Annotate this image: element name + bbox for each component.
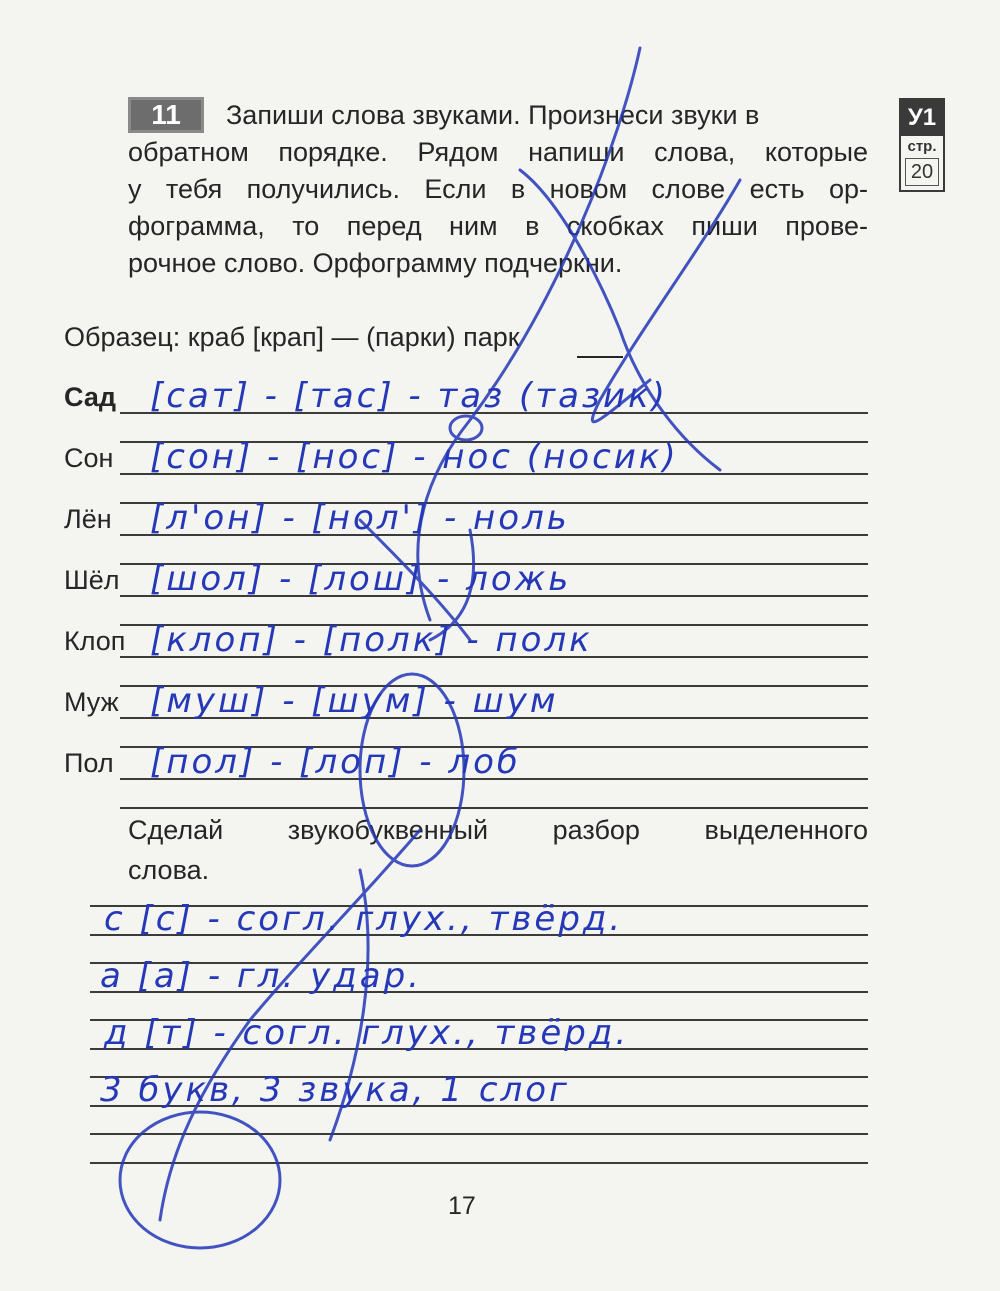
checkmark-stroke — [430, 530, 474, 640]
page-number: 17 — [448, 1192, 476, 1220]
page-reference: 20 — [905, 158, 939, 186]
analysis-answer-3: д [т] - согл. глух., твёрд. — [104, 1013, 630, 1053]
analysis-instruction-line-2: слова. — [128, 855, 210, 885]
row-answer-2: [сон] - [нос] - нос (носик) — [150, 437, 679, 477]
sample-label: Образец: — [64, 322, 181, 352]
row-word-2: Сон — [64, 443, 114, 473]
instruction-line-4: фограмма, то перед ним в скобках пиши прове- — [128, 211, 868, 241]
row-answer-6: [муш] - [шум] - шум — [150, 681, 559, 721]
analysis-answer-4: 3 букв, 3 звука, 1 слог — [100, 1070, 570, 1110]
checkmark-stroke — [418, 48, 640, 620]
row-word-1: Сад — [64, 382, 116, 412]
page-label: стр. — [907, 138, 937, 155]
row-answer-1: [сат] - [тас] - таз (тазик) — [150, 376, 668, 416]
oval-mark — [120, 1112, 280, 1248]
circle-mark — [450, 416, 482, 440]
row-word-3: Лён — [64, 504, 112, 534]
row-word-6: Муж — [64, 687, 119, 717]
instruction-line-1: Запиши слова звуками. Произнеси звуки в — [226, 100, 760, 130]
instruction-line-5: рочное слово. Орфограмму подчеркни. — [128, 248, 623, 278]
row-word-5: Клоп — [64, 626, 126, 656]
checkmark-stroke — [592, 180, 740, 422]
row-answer-5: [клоп] - [полк] - полк — [150, 620, 593, 660]
row-word-7: Пол — [64, 748, 114, 778]
row-answer-4: [шол] - [лош] - ложь — [150, 559, 572, 599]
checkmark-stroke — [520, 170, 720, 470]
instruction-line-3: у тебя получились. Если в новом слове есть ор- — [128, 174, 868, 204]
task-number-badge: 11 — [128, 97, 204, 133]
row-word-4: Шёл — [64, 565, 120, 595]
sample-text: краб [крап] — (парки) парк — [187, 322, 520, 352]
checkmark-stroke — [160, 830, 420, 1220]
section-label: У1 — [901, 100, 943, 136]
analysis-answer-1: с [с] - согл. глух., твёрд. — [104, 899, 624, 939]
instruction-line-2: обратном порядке. Рядом напиши слова, которые — [128, 137, 868, 167]
analysis-instruction-line-1: Сделай звукобуквенный разбор выделенного — [128, 815, 868, 845]
analysis-answer-2: а [а] - гл. удар. — [100, 956, 422, 996]
row-answer-3: [л'он] - [нол'] - ноль — [150, 498, 570, 538]
row-answer-7: [пол] - [лоп] - лоб — [150, 742, 521, 782]
